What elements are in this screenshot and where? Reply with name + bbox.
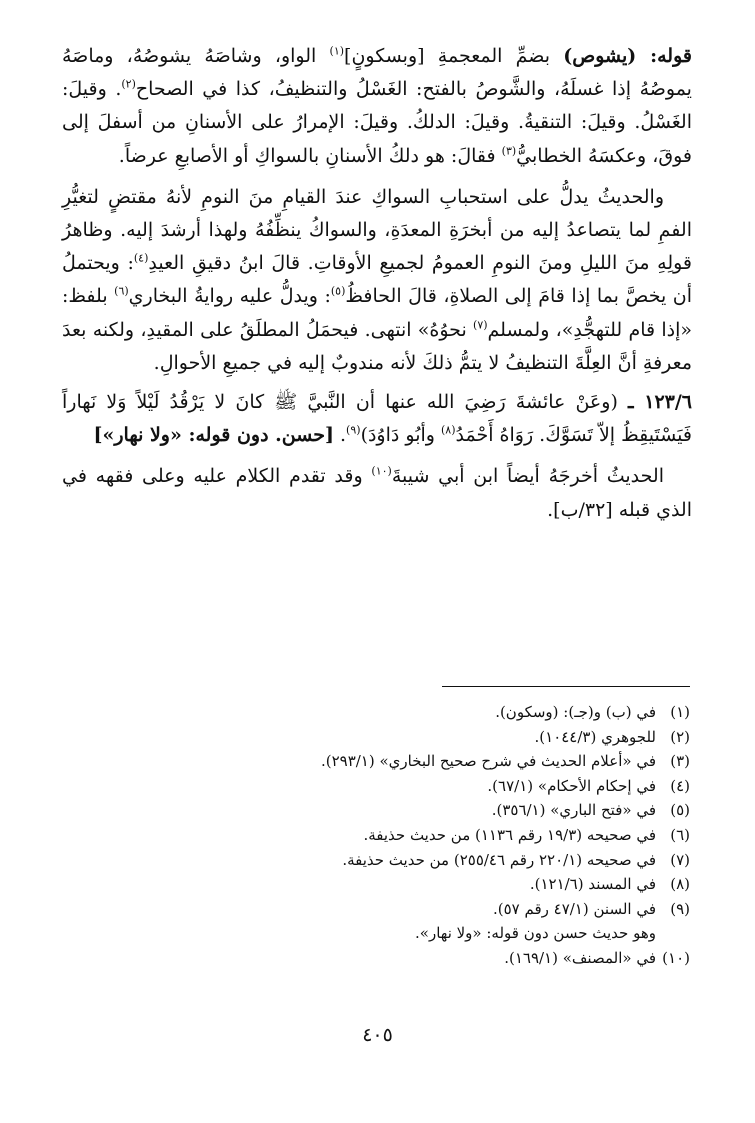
footnote-number: (٦): [670, 825, 690, 844]
footnote: [62, 897, 690, 922]
text-segment: : ويدلُّ عليه روايةُ البخاري: [128, 285, 331, 308]
footnote-number: (٣): [670, 752, 690, 771]
footnote-number: (١٠): [662, 948, 690, 967]
footnote-number: (٧): [670, 850, 690, 869]
footnote: [62, 725, 690, 750]
footnote-text: في صحيحه (١٩/٣ رقم ١١٣٦) من حديث حذيفة.: [363, 825, 656, 844]
footnote-ref-8: (٨): [441, 423, 456, 437]
text-segment: .: [333, 424, 347, 447]
hadith-number: ١٢٣/٦ ـ: [627, 391, 693, 414]
footnote: [62, 700, 690, 725]
footnote: [62, 749, 690, 774]
text-segment: وقد تقدم الكلام عليه وعلى فقهه في الذي قبله [٣٢/ب].: [62, 465, 692, 521]
footnote-ref-2: (٢): [121, 77, 136, 91]
text-segment: الحديثُ أخرجَهُ أيضاً ابن أبي شيبةَ: [391, 465, 664, 488]
footnote: [62, 946, 690, 971]
text-segment: وأبُو دَاوُدَ): [360, 424, 441, 447]
text-segment: والحديثُ يدلُّ على استحبابِ السواكِ عندَ القيامِ منَ النومِ لأنهُ مقتضٍ لتغيُّرِ الفمِ لما يتصاعدُ إليه من أبخرَةِ المعدَةِ، والسواكُ ينظِّفُهُ ولهذا أرشدَ إليه. وظاهرُ قولِهِ منَ الليلِ ومنَ النومِ العمومُ لجميعِ الأوقاتِ. قالَ ابنُ دقيقِ العيدِ: [62, 185, 693, 275]
footnote-ref-1: (١): [329, 44, 345, 58]
footnote-ref-10: (١٠): [371, 465, 392, 479]
footnote-text: في صحيحه (٢٢٠/١ رقم ٢٥٥/٤٦) من حديث حذيفة.: [342, 850, 656, 869]
footnote: [62, 872, 690, 897]
paragraph-commentary-2: [62, 181, 692, 380]
footnote: [62, 848, 690, 873]
footnote-number: (١): [670, 703, 690, 721]
text-segment: بضمِّ المعجمةِ [وبسكونٍ]: [344, 45, 564, 67]
footnote-text: في السنن (٤٧/١ رقم ٥٧).: [492, 899, 656, 918]
footnote-text: للجوهري (١٠٤٤/٣).: [534, 727, 656, 746]
footnote-text: في (ب) و(جـ): (وسكون).: [495, 703, 656, 721]
footnote-number: (٩): [670, 899, 690, 918]
footnote-ref-4: (٤): [133, 251, 149, 265]
footnote-ref-5: (٥): [330, 285, 346, 299]
footnote-number: (٢): [670, 727, 690, 746]
footnote-text: في «المصنف» (١٦٩/١).: [504, 948, 656, 967]
footnote-ref-7: (٧): [473, 318, 488, 332]
main-text: [62, 40, 692, 527]
footnote-continuation: [62, 921, 690, 946]
text-segment: فقالَ: هو دلكُ الأسنانِ بالسواكِ أو الأصابعِ عرضاً.: [118, 144, 502, 167]
footnotes: [62, 700, 690, 971]
footnote-text: في «أعلام الحديث في شرح صحيح البخاري» (٢٩٣/١).: [320, 752, 656, 771]
text-segment: (وعَنْ عائشةَ رَضِيَ الله عنها أن النَّبيَّ ﷺ كانَ لا يَرْقُدُ لَيْلاً وَلا نَهاراً فَيَسْتَيقِظُ إلاّ تَسَوَّكَ. رَوَاهُ أَحْمَدُ: [62, 391, 692, 447]
text-segment: : ويحتملُ أن يخصَّ بما إذا قامَ إلى الصلاةِ، قالَ الحافظُ: [62, 252, 692, 308]
footnote: [62, 774, 690, 799]
footnote: [62, 823, 690, 848]
footnote-text: في إحكام الأحكام» (٦٧/١).: [487, 776, 656, 795]
footnote: [62, 798, 690, 823]
footnote-ref-6: (٦): [114, 285, 129, 299]
hadith-grade: [حسن. دون قوله: «ولا نهار»]: [93, 424, 334, 447]
footnote-text: في المسند (١٢١/٦).: [529, 875, 656, 894]
paragraph-commentary-1: [62, 40, 692, 173]
footnote-ref-9: (٩): [346, 423, 361, 437]
footnote-number: (٤): [670, 776, 690, 795]
footnote-text: في «فتح الباري» (٣٥٦/١).: [491, 801, 656, 820]
footnote-number: (٥): [670, 801, 690, 820]
footnote-number: (٨): [670, 875, 690, 894]
text-segment: بلفظ: «إذا قام للتهجُّدِ»، ولمسلم: [62, 285, 693, 341]
text-segment: . وقيلَ: الغَسْلُ. وقيلَ: التنقيةُ. وقيلَ: الدلكُ. وقيلَ: الإمرارُ على الأسنانِ من أسفلَ إلى فوقَ، وعكسَهُ الخطابيُّ: [62, 78, 692, 167]
term: (يشوص): [563, 45, 637, 67]
lead-word: قوله:: [636, 45, 692, 67]
page-number: ٤٠٥: [362, 1024, 393, 1046]
footnote-text: وهو حديث حسن دون قوله: «ولا نهار».: [415, 924, 656, 943]
footnote-divider: [442, 686, 690, 687]
text-segment: نحوُهُ» انتهى. فيحمَلُ المطلَقُ على المقيدِ، ولكنه بعدَ معرفةِ أنَّ العِلَّةَ التنظيفُ لا يتمُّ ذلكَ لأنه مندوبٌ إليه في جميعِ الأحوالِ.: [62, 318, 692, 374]
paragraph-commentary-3: [62, 460, 692, 526]
footnote-ref-3: (٣): [501, 144, 517, 158]
hadith-text: [62, 386, 692, 452]
text-segment: الواو، وشاصَهُ يشوصُهُ، وماصَهُ يموصُهُ إذا غسلَهُ، والشَّوصُ بالفتح: الغَسْلُ والتنظيفُ، كذا في الصحاح: [62, 45, 692, 101]
